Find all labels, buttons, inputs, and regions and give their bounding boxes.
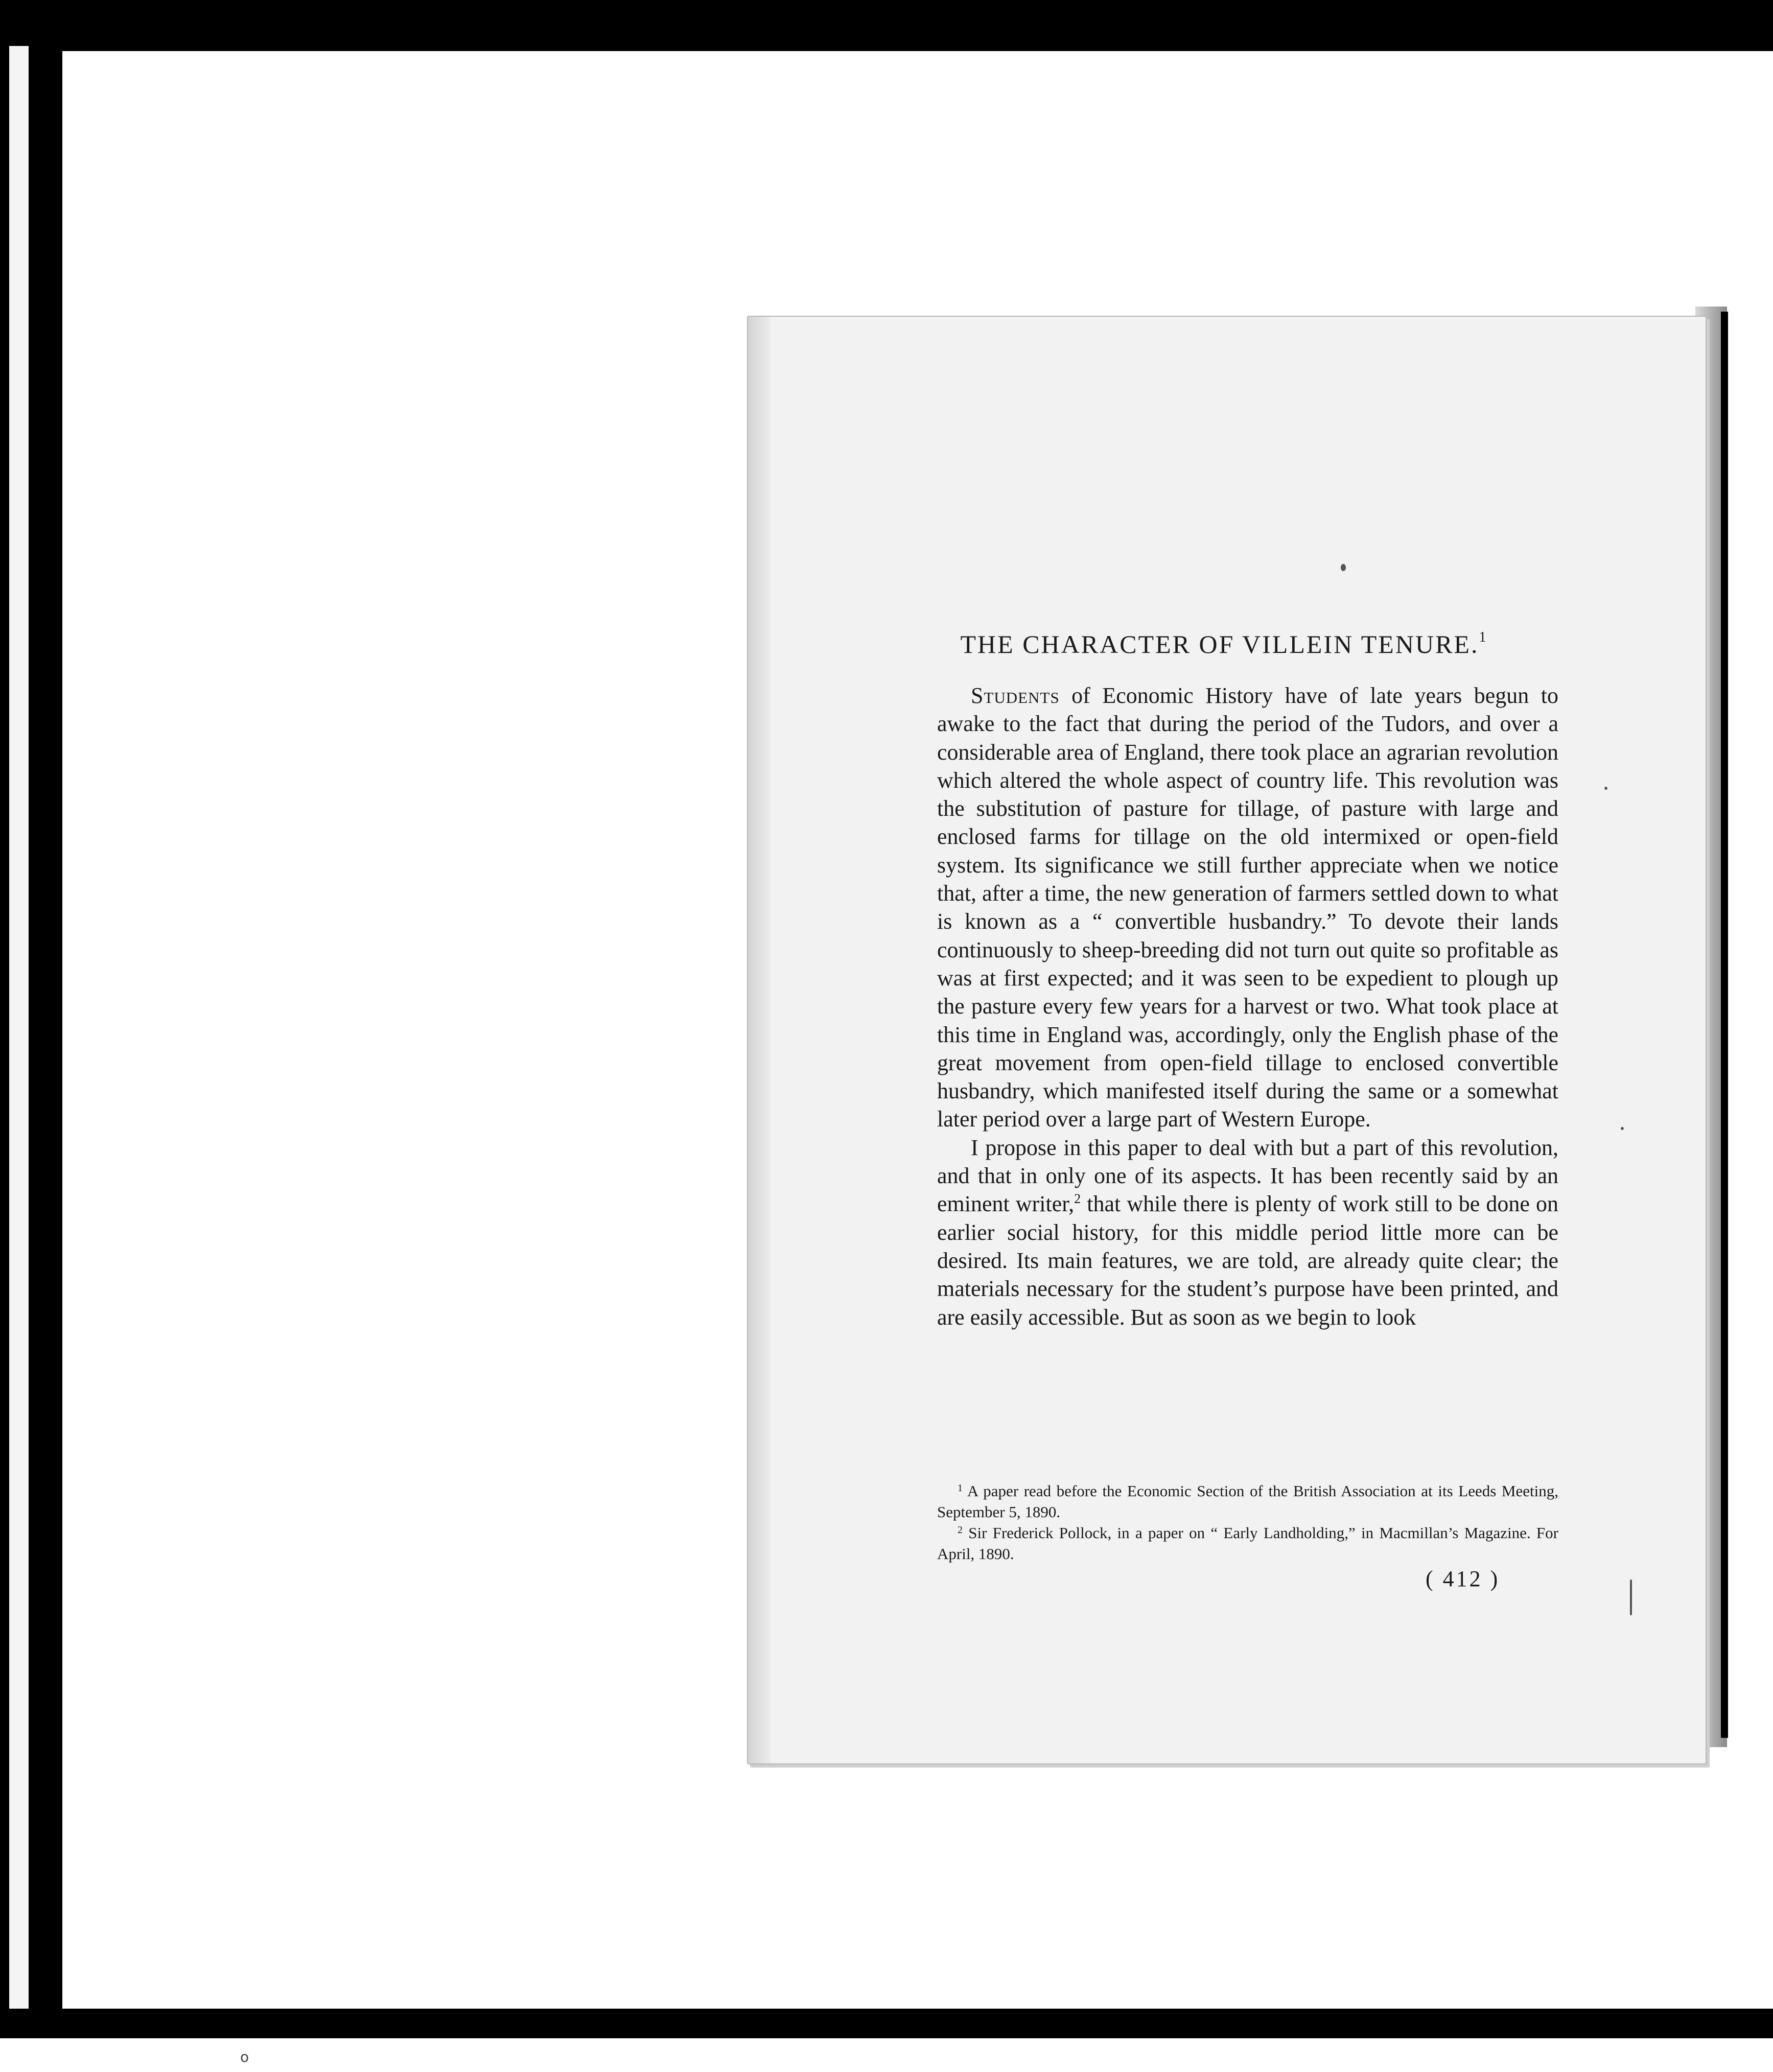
footnote-1-text: A paper read before the Economic Section of the British Association at its Leeds Meeting, September 5, 1890.: [937, 1482, 1558, 1521]
film-margin-strip: [9, 46, 29, 2018]
next-page-edge: [1721, 312, 1773, 1738]
footnote-ref-2: 2: [1074, 1191, 1081, 1207]
ink-speck: [1341, 564, 1346, 571]
scan-frame-top: [0, 0, 1773, 51]
paragraph-2-text-a: I propose in this paper to deal with but a part of this revolution, and that in only one of its aspects. It has been recently said by an eminent writer,: [937, 1135, 1558, 1217]
ink-speck: [1604, 787, 1607, 790]
article-title-text: THE CHARACTER OF VILLEIN TENURE.: [960, 630, 1479, 658]
film-bottom-strip: [0, 2038, 1773, 2072]
footnotes: [937, 1480, 1558, 1564]
paragraph-1-lead: Students: [971, 683, 1060, 708]
scanned-page: [747, 316, 1707, 1764]
page-number: ( 412 ): [1426, 1566, 1500, 1591]
footnote-2-text: Sir Frederick Pollock, in a paper on “ Early Landholding,” in Macmillan’s Magazine. For April, 1890.: [937, 1524, 1558, 1563]
paragraph-1-text: of Economic History have of late years begun to awake to the fact that during the period of the Tudors, and over a considerable area of England, there took place an agrarian revolution which altered the whole aspect of country life. This revolution was the substitution of pasture for tillage, of pasture with large and enclosed farms for tillage on the old intermixed or open-field system. Its significance we still further appreciate when we notice that, after a time, the new generation of farmers settled down to what is known as a “ convertible husbandry.” To devote their lands continuously to sheep-breeding did not turn out quite so profitable as was at first expected; and it was seen to be expedient to plough up the pasture every few years for a harvest or two. What took place at this time in England was, accordingly, only the English phase of the great movement from open-field tillage to enclosed convertible husbandry, which manifested itself during the same or a somewhat later period over a large part of Western Europe.: [937, 683, 1558, 1132]
footnote-2-mark: 2: [958, 1524, 963, 1536]
body-text: [937, 681, 1558, 1331]
ink-speck: [1621, 1127, 1624, 1130]
paragraph-2: [937, 1134, 1558, 1331]
article-title: [922, 629, 1525, 659]
page-gutter: [748, 317, 771, 1763]
footnote-2: [937, 1522, 1558, 1564]
title-footnote-ref: 1: [1479, 629, 1486, 645]
paragraph-2-text-b: that while there is plenty of work still to be done on earlier social history, for this middle period little more can be desired. Its main features, we are told, are already quite clear; the materials necessary for the student’s purpose have been printed, and are easily accessible. But as soon as we begin to look: [937, 1191, 1558, 1330]
ink-speck: [1630, 1580, 1632, 1615]
paragraph-1: [937, 681, 1558, 1134]
footnote-1-mark: 1: [958, 1482, 963, 1494]
footnote-1: [937, 1480, 1558, 1522]
film-mark-glyph: o: [240, 2049, 249, 2065]
